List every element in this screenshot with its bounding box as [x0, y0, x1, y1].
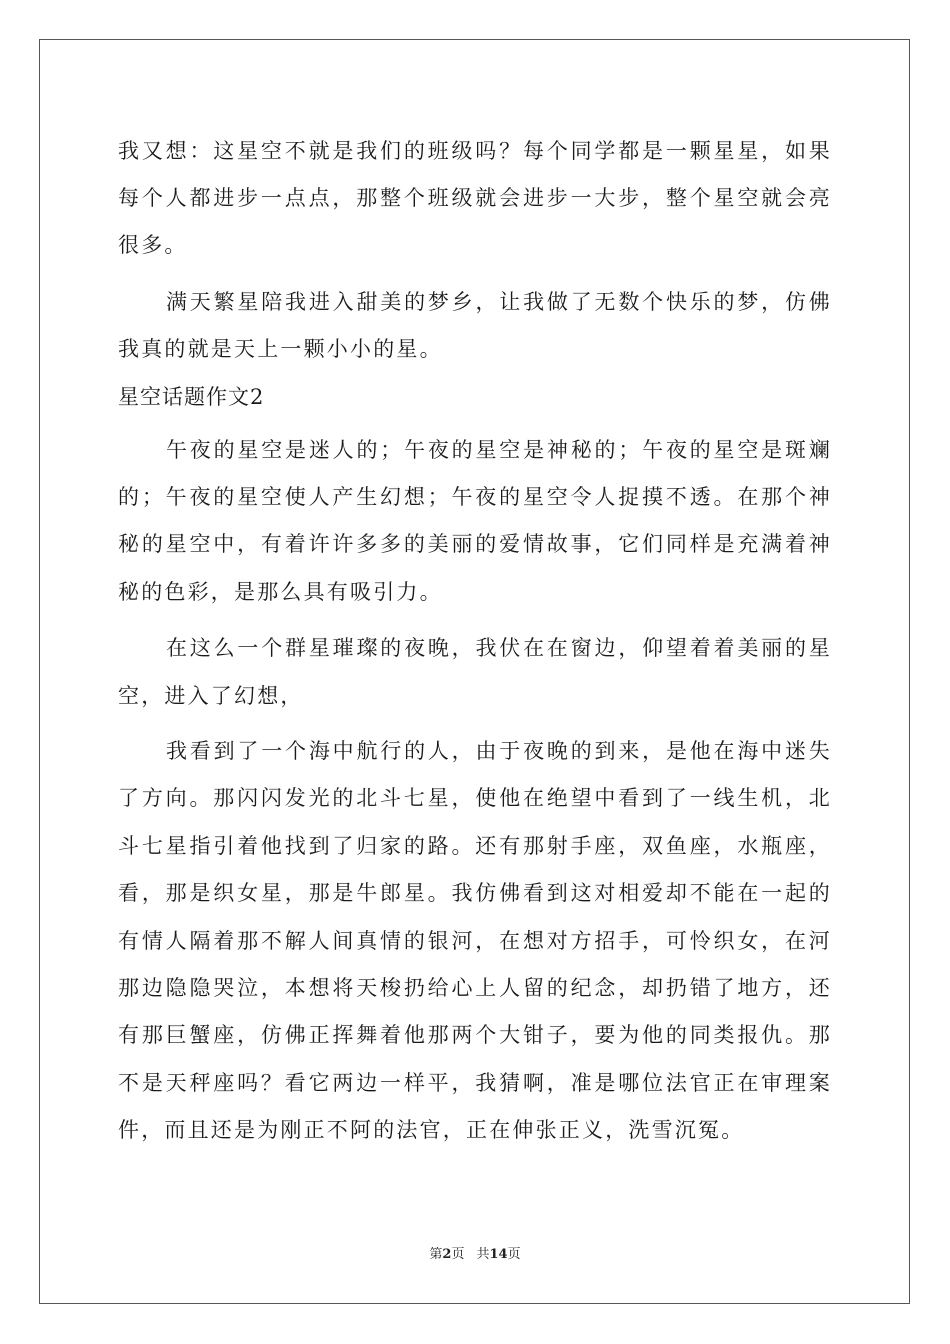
- paragraph-line: 的；午夜的星空使人产生幻想；午夜的星空令人捉摸不透。在那个神: [118, 485, 832, 509]
- paragraph-line: 很多。: [118, 233, 188, 257]
- paragraph-line: 不是天秤座吗？看它两边一样平，我猜啊，准是哪位法官正在审理案: [118, 1071, 832, 1095]
- paragraph-line: 满天繁星陪我进入甜美的梦乡，让我做了无数个快乐的梦，仿佛: [166, 290, 832, 314]
- paragraph-line: 看，那是织女星，那是牛郎星。我仿佛看到这对相爱却不能在一起的: [118, 881, 832, 905]
- paragraph-line: 件，而且还是为刚正不阿的法官，正在伸张正义，洗雪沉冤。: [118, 1118, 745, 1142]
- paragraph-line: 我又想：这星空不就是我们的班级吗？每个同学都是一颗星星，如果: [118, 139, 832, 163]
- total-label-suffix: 页: [507, 1247, 521, 1262]
- paragraph-line: 空，进入了幻想，: [118, 684, 304, 708]
- current-page-number: 2: [442, 1247, 452, 1262]
- paragraph-line: 有情人隔着那不解人间真情的银河，在想对方招手，可怜织女，在河: [118, 929, 832, 953]
- total-pages-number: 14: [489, 1247, 508, 1262]
- paragraph-line: 了方向。那闪闪发光的北斗七星，使他在绝望中看到了一线生机，北: [118, 786, 832, 810]
- paragraph-line: 每个人都进步一点点，那整个班级就会进步一大步，整个星空就会亮: [118, 186, 832, 210]
- paragraph-line: 斗七星指引着他找到了归家的路。还有那射手座，双鱼座，水瓶座，: [118, 834, 832, 858]
- section-heading: 星空话题作文2: [118, 385, 265, 409]
- paragraph-line: 有那巨蟹座，仿佛正挥舞着他那两个大钳子，要为他的同类报仇。那: [118, 1023, 832, 1047]
- total-label-prefix: 共: [476, 1247, 490, 1262]
- paragraph-line: 秘的色彩，是那么具有吸引力。: [118, 580, 443, 604]
- paragraph-line: 秘的星空中，有着许许多多的美丽的爱情故事，它们同样是充满着神: [118, 532, 832, 556]
- page-label-prefix: 第: [429, 1247, 443, 1262]
- page-label-suffix: 页: [451, 1247, 465, 1262]
- paragraph-line: 我看到了一个海中航行的人，由于夜晚的到来，是他在海中迷失: [166, 739, 832, 763]
- paragraph-line: 我真的就是天上一颗小小的星。: [118, 337, 443, 361]
- paragraph-line: 那边隐隐哭泣，本想将天梭扔给心上人留的纪念，却扔错了地方，还: [118, 976, 832, 1000]
- page-footer: [0, 1246, 950, 1264]
- paragraph-line: 午夜的星空是迷人的；午夜的星空是神秘的；午夜的星空是斑斓: [166, 438, 832, 462]
- paragraph-line: 在这么一个群星璀璨的夜晚，我伏在在窗边，仰望着着美丽的星: [166, 636, 832, 660]
